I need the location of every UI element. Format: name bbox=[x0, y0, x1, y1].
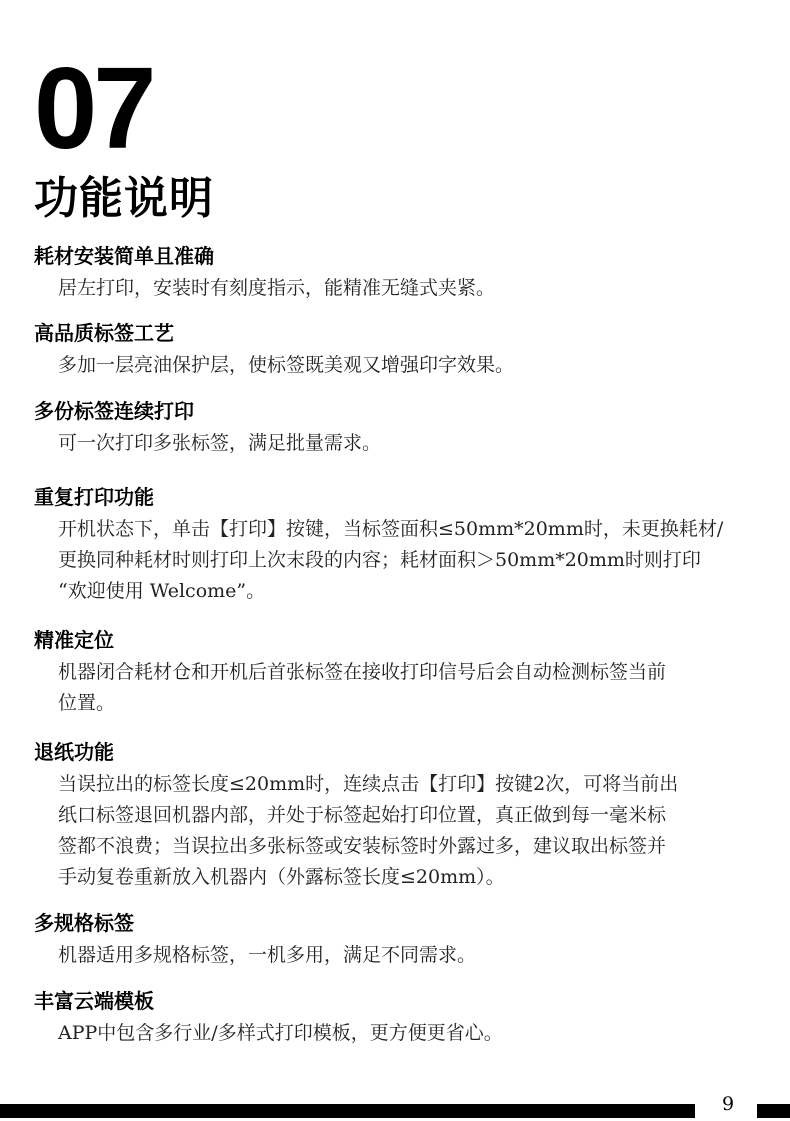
section-heading: 丰富云端模板 bbox=[34, 989, 154, 1013]
section-supply-installation bbox=[34, 243, 764, 304]
section-heading: 多份标签连续打印 bbox=[34, 399, 194, 423]
section-heading: 高品质标签工艺 bbox=[34, 321, 174, 345]
footer-bar-left bbox=[0, 1104, 695, 1118]
section-precise-positioning bbox=[34, 627, 764, 719]
section-multi-spec-labels bbox=[34, 910, 764, 971]
section-body: 开机状态下，单击【打印】按键，当标签面积≤50mm*20mm时，未更换耗材/ 更换同种耗材时则打印上次末段的内容；耗材面积＞50mm*20mm时则打印 “欢迎使用 Welcome”。 bbox=[58, 518, 724, 602]
footer-bar-right bbox=[757, 1104, 790, 1118]
section-body: 居左打印，安装时有刻度指示，能精准无缝式夹紧。 bbox=[58, 277, 496, 299]
section-cloud-templates bbox=[34, 988, 764, 1049]
section-paper-retract bbox=[34, 739, 764, 893]
section-heading: 精准定位 bbox=[34, 628, 114, 652]
section-heading: 退纸功能 bbox=[34, 740, 114, 764]
chapter-number: 07 bbox=[34, 43, 153, 173]
section-body: 当误拉出的标签长度≤20mm时，连续点击【打印】按键2次，可将当前出 纸口标签退回机器内部，并处于标签起始打印位置，真正做到每一毫米标 签都不浪费；当误拉出多张标签或安装标签时外露过多，建议取出标签并 手动复卷重新放入机器内（外露标签长度≤20mm）。 bbox=[58, 773, 679, 888]
section-repeat-printing bbox=[34, 484, 764, 607]
section-body: 机器适用多规格标签，一机多用，满足不同需求。 bbox=[58, 944, 477, 966]
section-body: 多加一层亮油保护层，使标签既美观又增强印字效果。 bbox=[58, 354, 515, 376]
section-body: APP中包含多行业/多样式打印模板，更方便更省心。 bbox=[58, 1022, 503, 1044]
section-label-quality bbox=[34, 320, 764, 381]
chapter-title: 功能说明 bbox=[34, 173, 214, 224]
section-heading: 多规格标签 bbox=[34, 911, 134, 935]
section-batch-printing bbox=[34, 398, 764, 459]
section-body: 机器闭合耗材仓和开机后首张标签在接收打印信号后会自动检测标签当前 位置。 bbox=[58, 661, 667, 714]
section-heading: 耗材安装简单且准确 bbox=[34, 244, 214, 268]
section-heading: 重复打印功能 bbox=[34, 485, 154, 509]
section-body: 可一次打印多张标签，满足批量需求。 bbox=[58, 432, 382, 454]
page-number: 9 bbox=[721, 1093, 735, 1115]
